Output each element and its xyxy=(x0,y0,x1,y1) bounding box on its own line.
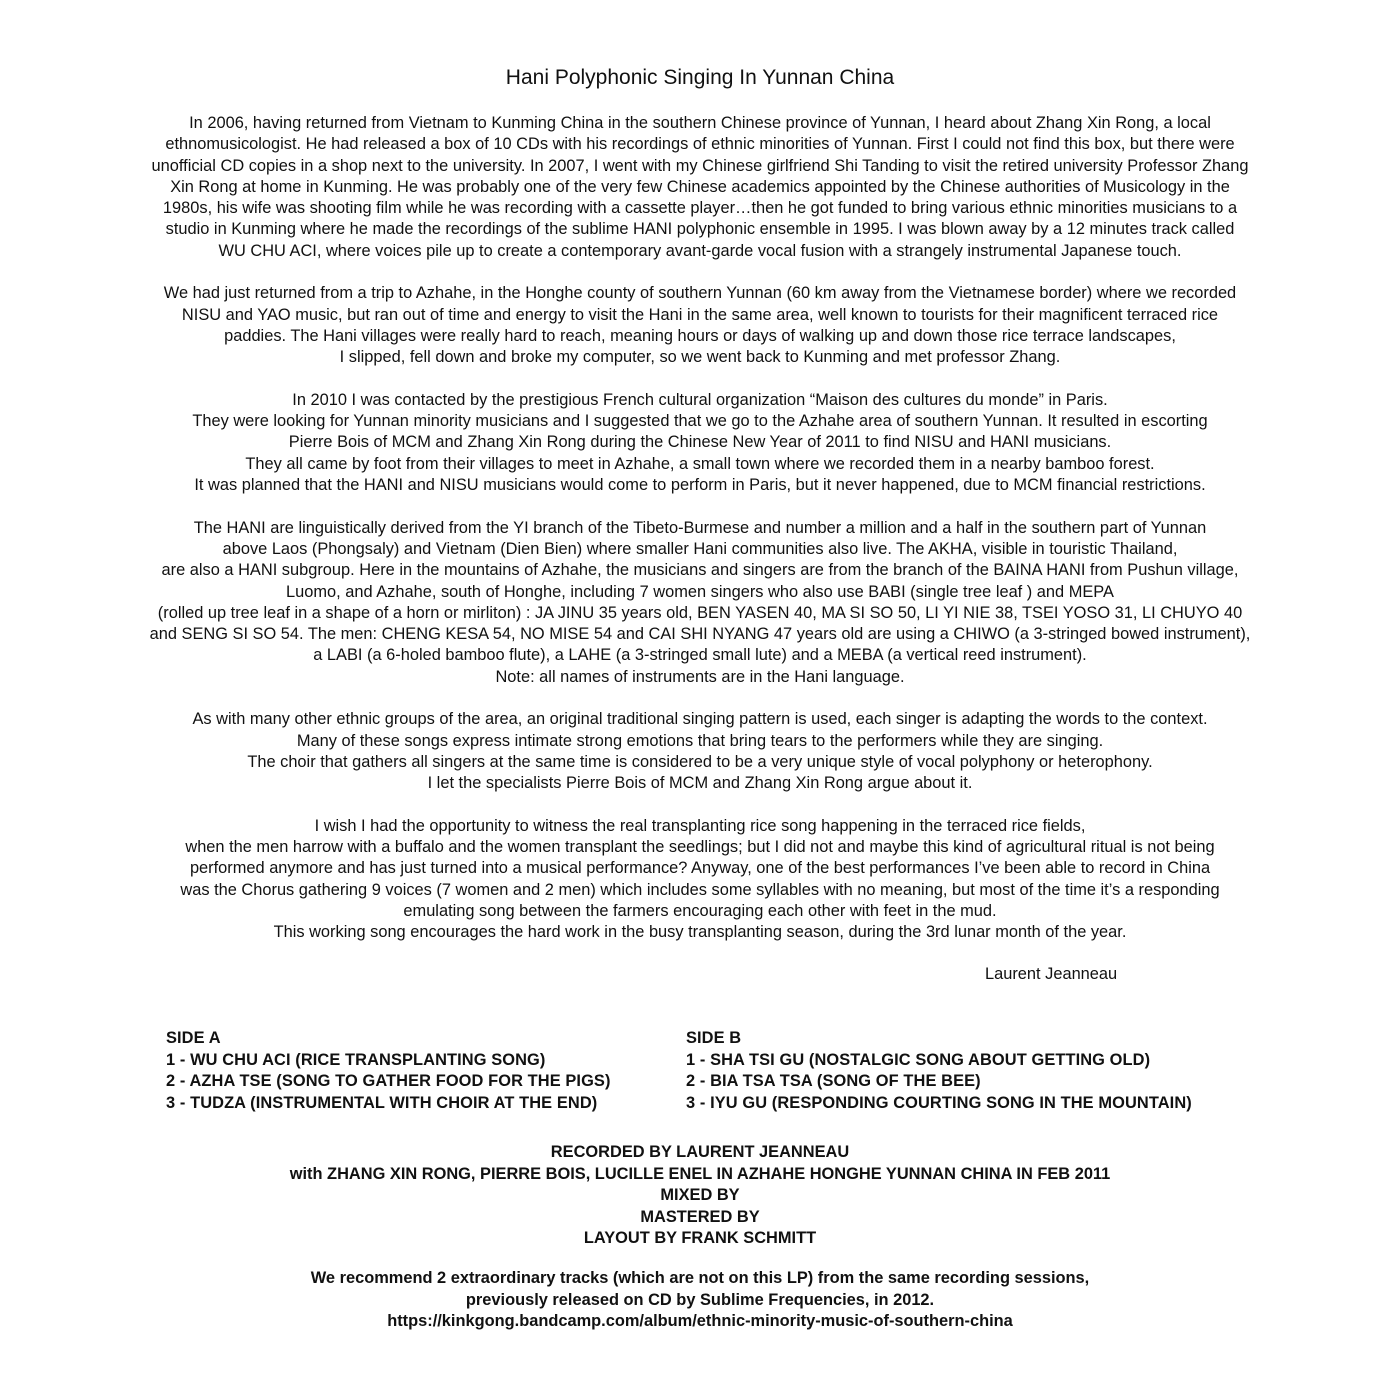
side-a-tracklist xyxy=(166,1028,611,1114)
essay-line: was the Chorus gathering 9 voices (7 women and 2 men) which includes some syllables with no meaning, but most of the time it’s a responding xyxy=(180,880,1220,899)
track-item: 2 - AZHA TSE (SONG TO GATHER FOOD FOR THE PIGS) xyxy=(166,1072,611,1090)
side-b-heading: SIDE B xyxy=(686,1029,742,1047)
essay-line: I slipped, fell down and broke my computer, so we went back to Kunming and met professor Zhang. xyxy=(339,348,1061,367)
side-a-heading: SIDE A xyxy=(166,1029,221,1047)
essay-line: I let the specialists Pierre Bois of MCM and Zhang Xin Rong argue about it. xyxy=(427,774,973,793)
essay-line: We had just returned from a trip to Azhahe, in the Honghe county of southern Yunnan (60 km away from the Vietnamese border) where we recorded xyxy=(163,284,1237,303)
essay-line: They all came by foot from their villages to meet in Azhahe, a small town where we recorded them in a nearby bamboo forest. xyxy=(245,454,1155,473)
essay-line: The HANI are linguistically derived from the YI branch of the Tibeto-Burmese and number a million and a half in the southern part of Yunnan xyxy=(193,518,1207,537)
essay-line: In 2010 I was contacted by the prestigious French cultural organization “Maison des cultures du monde” in Paris. xyxy=(292,390,1108,409)
essay-line: The choir that gathers all singers at the same time is considered to be a very unique style of vocal polyphony or heterophony. xyxy=(247,752,1153,771)
essay-line: They were looking for Yunnan minority musicians and I suggested that we go to the Azhahe area of southern Yunnan. It resulted in escorting xyxy=(192,412,1208,431)
track-item: 3 - IYU GU (RESPONDING COURTING SONG IN THE MOUNTAIN) xyxy=(686,1093,1192,1112)
credit-line: LAYOUT BY FRANK SCHMITT xyxy=(583,1229,817,1247)
bandcamp-link[interactable]: https://kinkgong.bandcamp.com/album/ethnic-minority-music-of-southern-china xyxy=(387,1312,1013,1330)
essay-paragraph-2 xyxy=(100,283,1300,368)
essay-line: unofficial CD copies in a shop next to the university. In 2007, I went with my Chinese girlfriend Shi Tanding to visit the retired university Professor Zhang xyxy=(151,156,1249,175)
credit-line: with ZHANG XIN RONG, PIERRE BOIS, LUCILLE ENEL IN AZHAHE HONGHE YUNNAN CHINA IN FEB 2011 xyxy=(289,1164,1111,1183)
essay-paragraph-6 xyxy=(100,816,1300,944)
credit-line: RECORDED BY LAURENT JEANNEAU xyxy=(550,1143,850,1161)
track-item: 1 - SHA TSI GU (NOSTALGIC SONG ABOUT GETTING OLD) xyxy=(686,1050,1151,1069)
essay-line: above Laos (Phongsaly) and Vietnam (Dien Bien) where smaller Hani communities also live. The AKHA, visible in touristic Thailand, xyxy=(222,539,1178,558)
essay-line: In 2006, having returned from Vietnam to Kunming China in the southern Chinese province of Yunnan, I heard about Zhang Xin Rong, a local xyxy=(189,114,1211,132)
essay-line: Xin Rong at home in Kunming. He was probably one of the very few Chinese academics appointed by the Chinese authorities of Musicology in the xyxy=(170,177,1230,196)
side-b-tracklist xyxy=(686,1028,1192,1114)
essay-line: are also a HANI subgroup. Here in the mountains of Azhahe, the musicians and singers are from the branch of the BAINA HANI from Pushun village, xyxy=(161,561,1239,580)
recommendation-block xyxy=(0,1268,1400,1333)
essay-line: Many of these songs express intimate strong emotions that bring tears to the performers while they are singing. xyxy=(296,731,1104,750)
essay-line: 1980s, his wife was shooting film while he was recording with a cassette player…then he got funded to bring various ethnic minorities musicians to a xyxy=(162,199,1238,218)
track-item: 1 - WU CHU ACI (RICE TRANSPLANTING SONG) xyxy=(166,1050,546,1069)
author-signature: Laurent Jeanneau xyxy=(985,965,1118,983)
essay-line: This working song encourages the hard work in the busy transplanting season, during the 3rd lunar month of the year. xyxy=(273,923,1127,942)
credits-block xyxy=(0,1142,1400,1250)
credit-line: MIXED BY xyxy=(660,1186,740,1204)
essay-line: studio in Kunming where he made the recordings of the sublime HANI polyphonic ensemble in 1995. I was blown away by a 12 minutes track called xyxy=(165,220,1235,239)
essay-body xyxy=(100,113,1300,965)
recommendation-line: We recommend 2 extraordinary tracks (which are not on this LP) from the same recording sessions, xyxy=(310,1269,1090,1287)
essay-line: ethnomusicologist. He had released a box of 10 CDs with his recordings of ethnic minorities of Yunnan. First I could not find this box, but there were xyxy=(165,135,1235,154)
essay-line: and SENG SI SO 54. The men: CHENG KESA 54, NO MISE 54 and CAI SHI NYANG 47 years old are using a CHIWO (a 3-stringed bowed instrument), xyxy=(149,625,1251,644)
track-item: 2 - BIA TSA TSA (SONG OF THE BEE) xyxy=(686,1072,981,1090)
essay-line: paddies. The Hani villages were really hard to reach, meaning hours or days of walking up and down those rice terrace landscapes, xyxy=(224,326,1176,345)
essay-paragraph-1 xyxy=(100,113,1300,262)
credit-line: MASTERED BY xyxy=(640,1207,760,1226)
essay-line: Luomo, and Azhahe, south of Honghe, including 7 women singers who also use BABI (single tree leaf ) and MEPA xyxy=(286,582,1114,601)
essay-line: WU CHU ACI, where voices pile up to create a contemporary avant-garde vocal fusion with a strangely instrumental Japanese touch. xyxy=(218,241,1182,260)
track-item: 3 - TUDZA (INSTRUMENTAL WITH CHOIR AT THE END) xyxy=(166,1093,598,1112)
essay-line: I wish I had the opportunity to witness the real transplanting rice song happening in the terraced rice fields, xyxy=(314,816,1086,835)
essay-paragraph-5 xyxy=(100,709,1300,794)
essay-line: NISU and YAO music, but ran out of time and energy to visit the Hani in the same area, well known to tourists for their magnificent terraced rice xyxy=(181,305,1219,324)
essay-line: a LABI (a 6-holed bamboo flute), a LAHE (a 3-stringed small lute) and a MEBA (a vertical reed instrument). xyxy=(313,646,1087,665)
essay-line: As with many other ethnic groups of the area, an original traditional singing pattern is used, each singer is adapting the words to the context. xyxy=(192,710,1208,729)
essay-line: when the men harrow with a buffalo and the women transplant the seedlings; but I did not and maybe this kind of agricultural ritual is not being xyxy=(185,838,1215,857)
essay-line: (rolled up tree leaf in a shape of a horn or mirliton) : JA JINU 35 years old, BEN YASEN 40, MA SI SO 50, LI YI NIE 38, TSEI YOSO 31, LI CHUYO 40 xyxy=(157,603,1243,622)
essay-line: emulating song between the farmers encouraging each other with feet in the mud. xyxy=(403,901,997,920)
page-title: Hani Polyphonic Singing In Yunnan China xyxy=(505,66,895,89)
essay-line: It was planned that the HANI and NISU musicians would come to perform in Paris, but it never happened, due to MCM financial restrictions. xyxy=(194,476,1206,495)
essay-line: performed anymore and has just turned into a musical performance? Anyway, one of the best performances I’ve been able to record in China xyxy=(189,859,1211,878)
essay-line: Note: all names of instruments are in the Hani language. xyxy=(495,667,905,686)
essay-paragraph-4 xyxy=(100,518,1300,688)
essay-line: Pierre Bois of MCM and Zhang Xin Rong during the Chinese New Year of 2011 to find NISU and HANI musicians. xyxy=(288,433,1112,452)
recommendation-line: previously released on CD by Sublime Frequencies, in 2012. xyxy=(465,1290,935,1309)
essay-paragraph-3 xyxy=(100,390,1300,496)
